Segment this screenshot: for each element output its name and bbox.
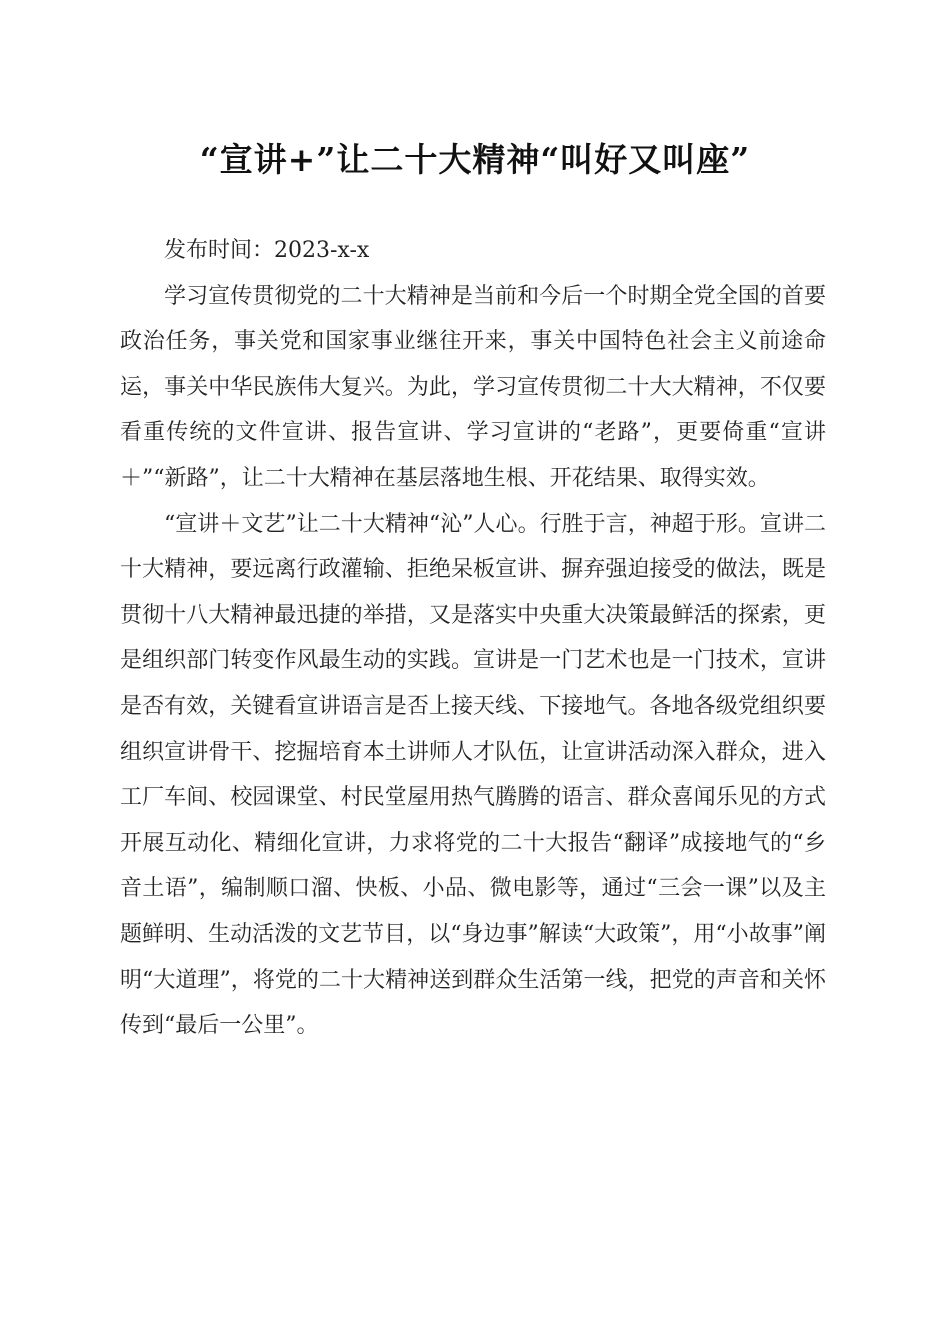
document-title: “宣讲+”让二十大精神“叫好又叫座” xyxy=(199,140,751,179)
document-body xyxy=(120,228,826,1049)
publish-date: 发布时间：2023-x-x xyxy=(164,238,370,263)
paragraph-1: 学习宣传贯彻党的二十大精神是当前和今后一个时期全党全国的首要政治任务，事关党和国家事业继往开来，事关中国特色社会主义前途命运，事关中华民族伟大复兴。为此，学习宣传贯彻二十大大精神，不仅要看重传统的文件宣讲、报告宣讲、学习宣讲的“老路”，更要倚重“宣讲＋”“新路”，让二十大精神在基层落地生根、开花结果、取得实效。 xyxy=(120,283,826,491)
paragraph-2: “宣讲＋文艺”让二十大精神“沁”人心。行胜于言，神超于形。宣讲二十大精神，要远离行政灌输、拒绝呆板宣讲、摒弃强迫接受的做法，既是贯彻十八大精神最迅捷的举措，又是落实中央重大决策最鲜活的探索，更是组织部门转变作风最生动的实践。宣讲是一门艺术也是一门技术，宣讲是否有效，关键看宣讲语言是否上接天线、下接地气。各地各级党组织要组织宣讲骨干、挖掘培育本土讲师人才队伍，让宣讲活动深入群众，进入工厂车间、校园课堂、村民堂屋用热气腾腾的语言、群众喜闻乐见的方式开展互动化、精细化宣讲，力求将党的二十大报告“翻译”成接地气的“乡音土语”，编制顺口溜、快板、小品、微电影等，通过“三会一课”以及主题鲜明、生动活泼的文艺节目，以“身边事”解读“大政策”，用“小故事”阐明“大道理”，将党的二十大精神送到群众生活第一线，把党的声音和关怀传到“最后一公里”。 xyxy=(120,511,826,1039)
